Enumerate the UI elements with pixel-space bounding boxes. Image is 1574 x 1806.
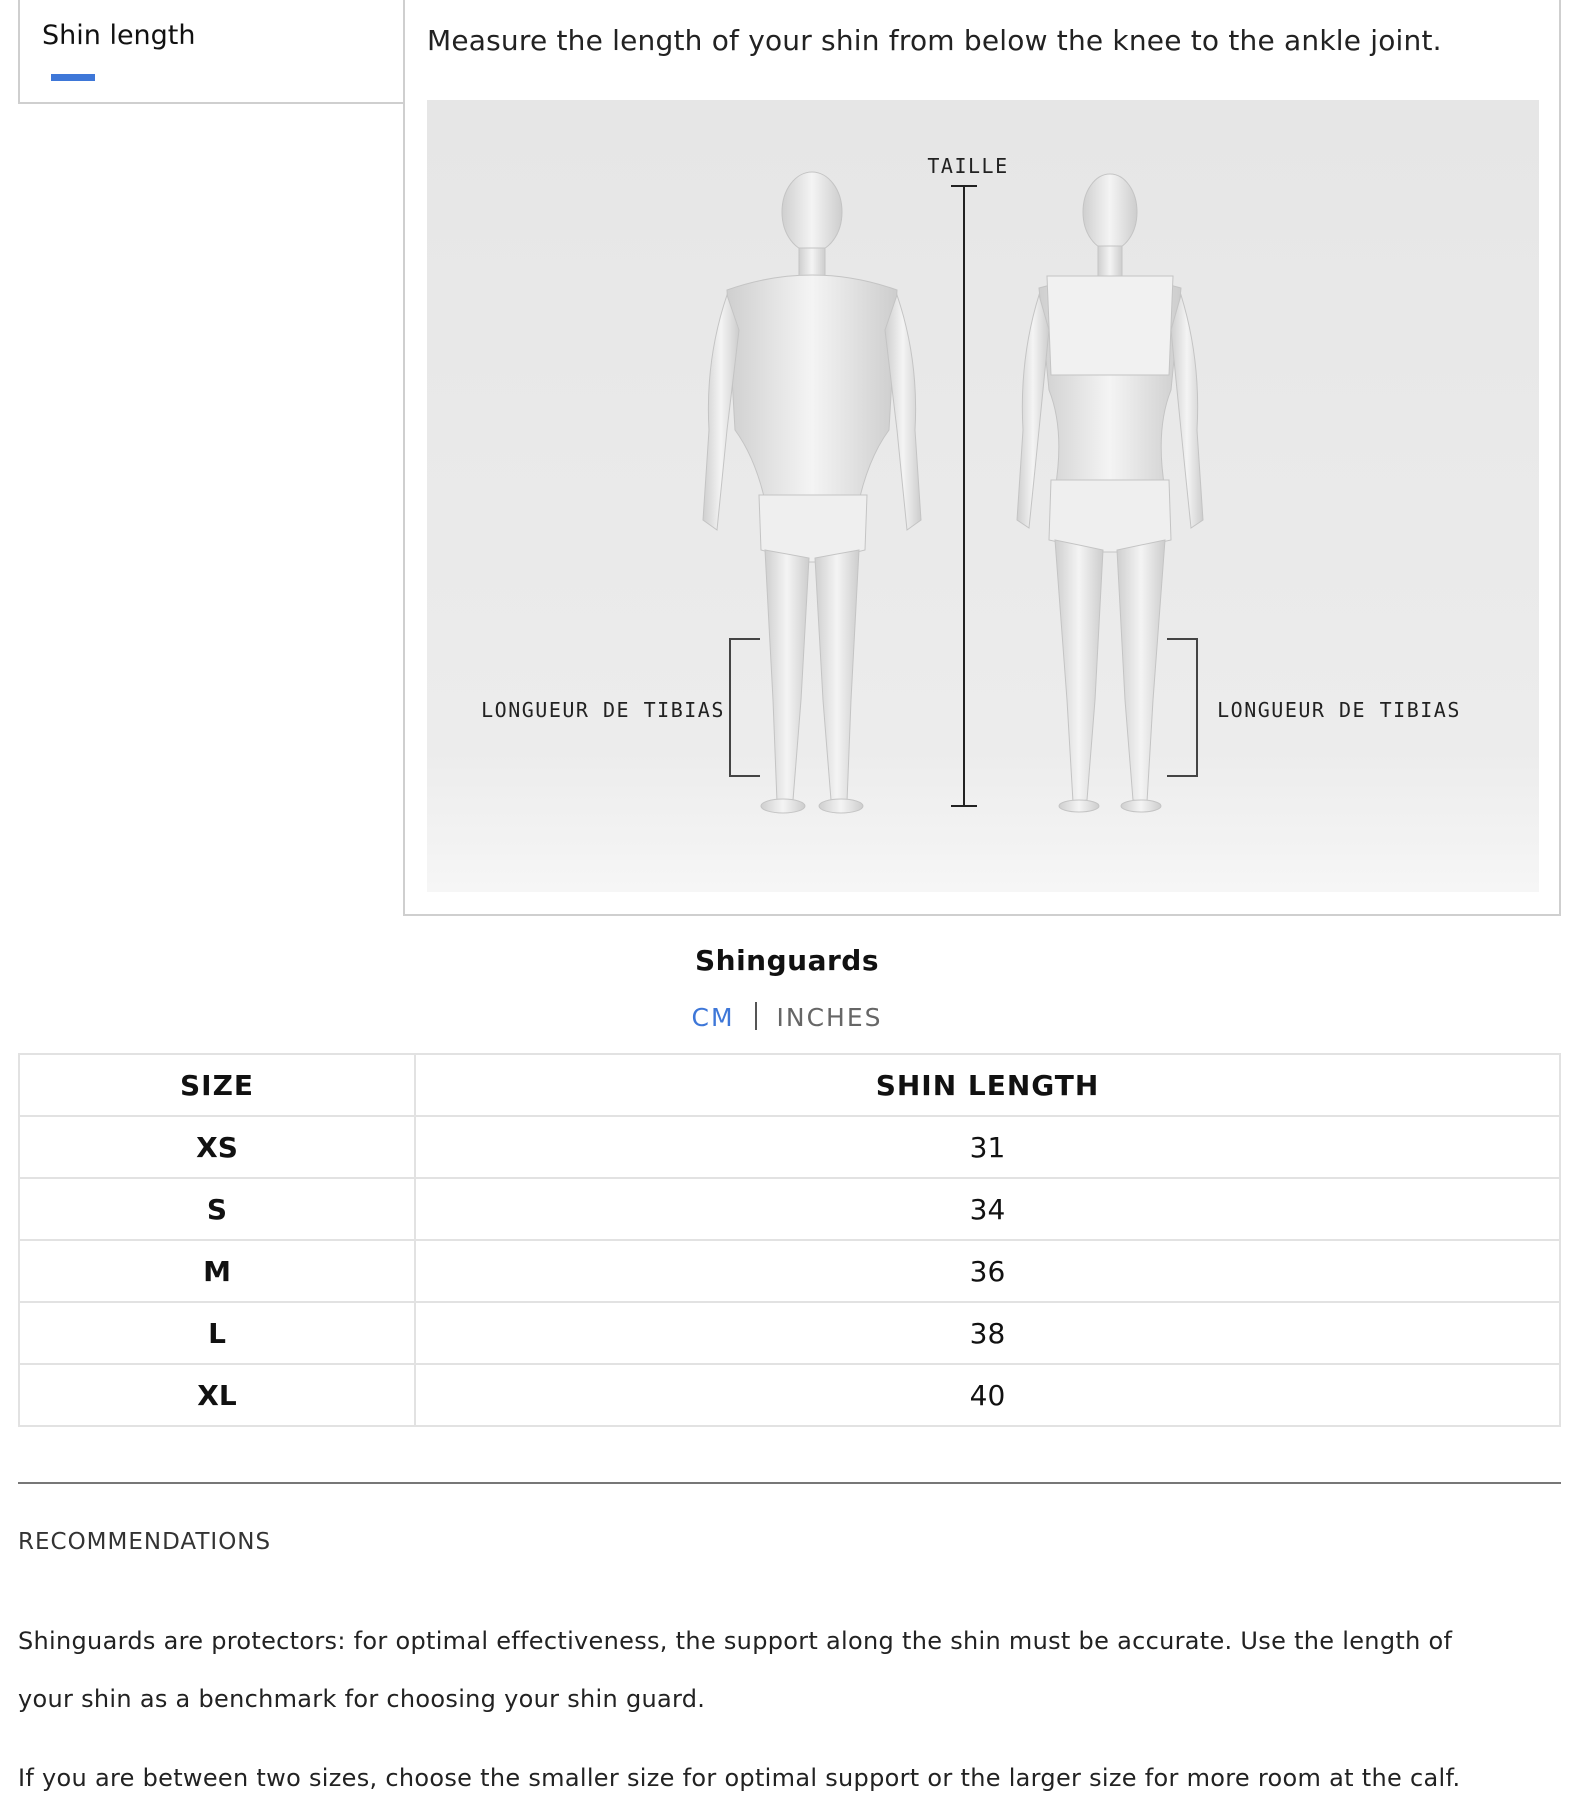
unit-cm-button[interactable]: CM bbox=[691, 1003, 735, 1032]
section-divider bbox=[18, 1482, 1561, 1484]
section-title: Shinguards bbox=[694, 944, 880, 977]
table-row bbox=[19, 1116, 1560, 1178]
header-shin-length: SHIN LENGTH bbox=[415, 1054, 1560, 1116]
size-cell: S bbox=[19, 1178, 415, 1240]
size-table bbox=[18, 1053, 1561, 1427]
shin-label-left: LONGUEUR DE TIBIAS bbox=[481, 698, 725, 722]
table-row bbox=[19, 1178, 1560, 1240]
recommendation-text: If you are between two sizes, choose the smaller size for optimal support or the larger size for more room at the calf. bbox=[18, 1764, 1461, 1792]
table-row bbox=[19, 1240, 1560, 1302]
unit-inches-button[interactable]: INCHES bbox=[776, 1003, 883, 1032]
body-measurement-illustration bbox=[427, 100, 1539, 892]
tab-label: Shin length bbox=[42, 20, 196, 51]
height-label: TAILLE bbox=[927, 154, 1009, 178]
unit-separator bbox=[755, 1002, 757, 1030]
recommendations-heading: RECOMMENDATIONS bbox=[18, 1529, 272, 1555]
header-size: SIZE bbox=[19, 1054, 415, 1116]
measure-description: Measure the length of your shin from below the knee to the ankle joint. bbox=[427, 24, 1442, 57]
unit-toggle bbox=[0, 1002, 1574, 1032]
illustration-background bbox=[427, 100, 1539, 892]
tab-active-indicator bbox=[51, 74, 95, 81]
length-cell: 31 bbox=[415, 1116, 1560, 1178]
size-cell: M bbox=[19, 1240, 415, 1302]
shin-label-right: LONGUEUR DE TIBIAS bbox=[1217, 698, 1461, 722]
table-header-row bbox=[19, 1054, 1560, 1116]
table-row bbox=[19, 1364, 1560, 1426]
length-cell: 34 bbox=[415, 1178, 1560, 1240]
size-cell: L bbox=[19, 1302, 415, 1364]
size-cell: XS bbox=[19, 1116, 415, 1178]
length-cell: 36 bbox=[415, 1240, 1560, 1302]
shin-length-tab[interactable] bbox=[18, 0, 404, 104]
table-row bbox=[19, 1302, 1560, 1364]
recommendation-text: Shinguards are protectors: for optimal effectiveness, the support along the shin must be accurate. Use the length of your shin as a benchmark for choosing your shin guard. bbox=[18, 1627, 1453, 1713]
tab-panel bbox=[403, 0, 1561, 916]
length-cell: 40 bbox=[415, 1364, 1560, 1426]
size-cell: XL bbox=[19, 1364, 415, 1426]
length-cell: 38 bbox=[415, 1302, 1560, 1364]
